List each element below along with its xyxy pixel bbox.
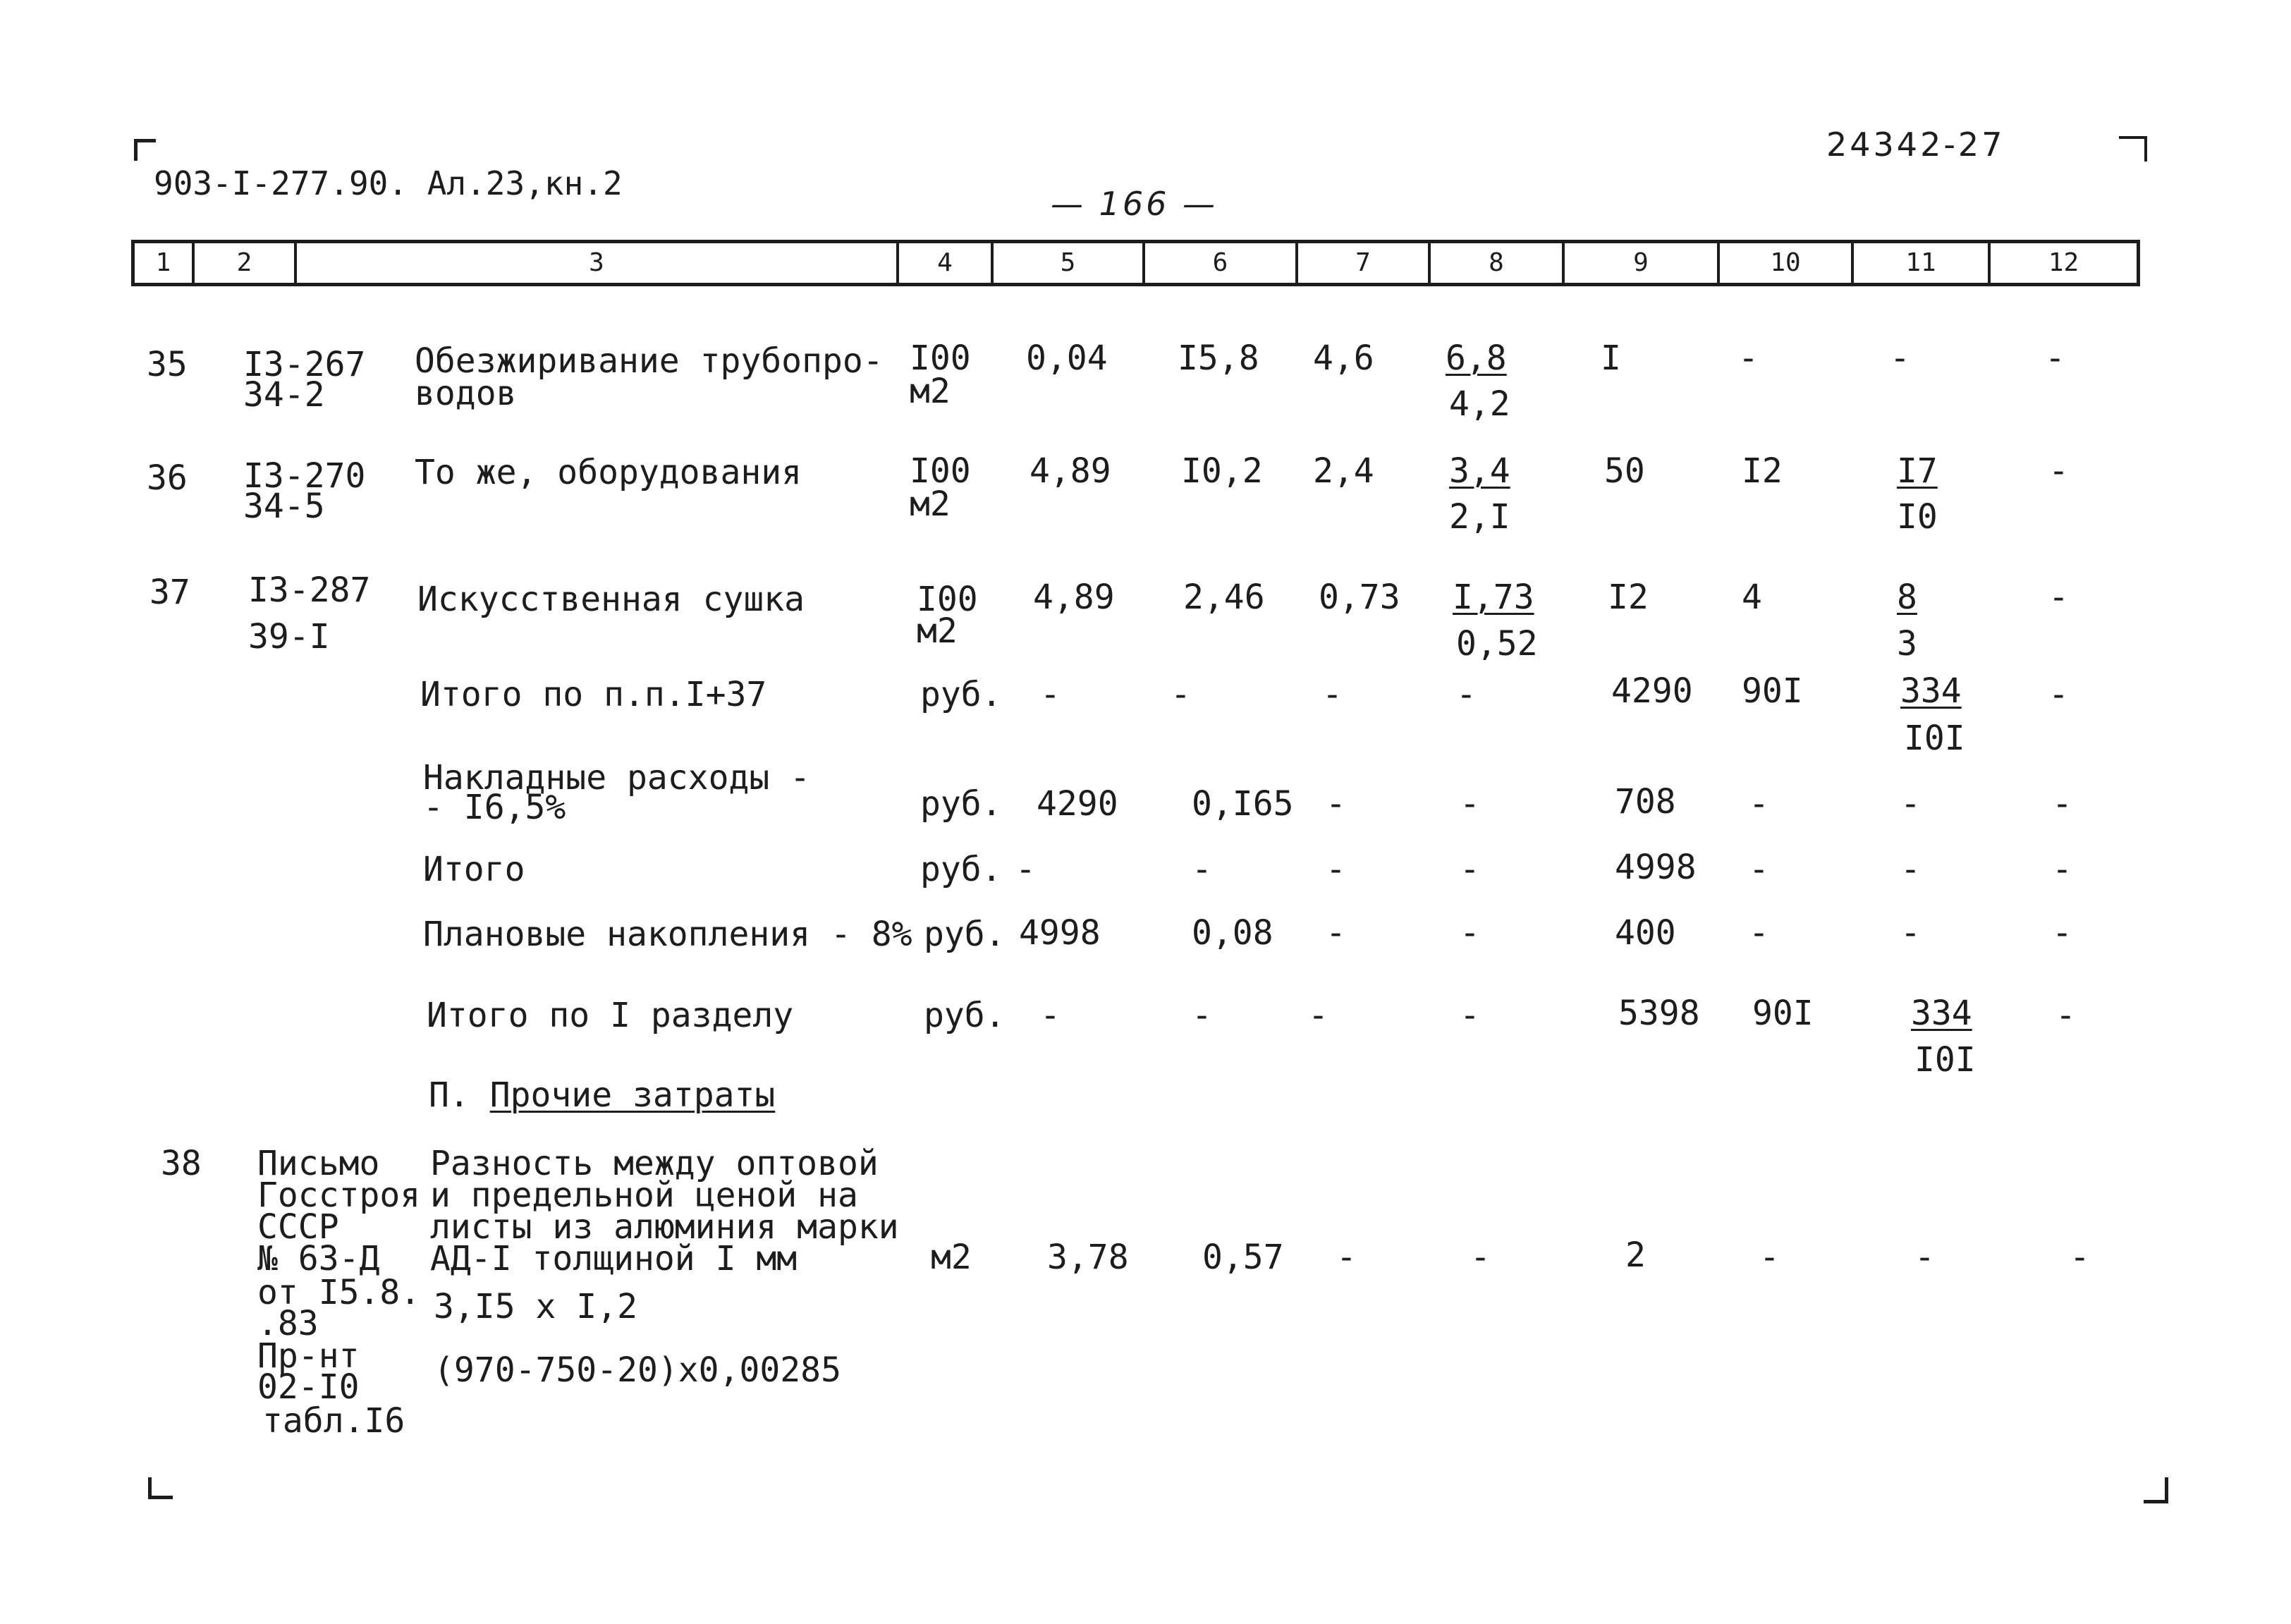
norm-code: I3-270 xyxy=(243,456,366,496)
col11-value: 8 xyxy=(1897,578,1917,617)
norm-code: Госстроя xyxy=(257,1176,421,1215)
norm-code: Пр-нт xyxy=(257,1336,360,1376)
col12-value: - xyxy=(2070,1238,2090,1277)
col5-value: - xyxy=(1015,850,1036,889)
row-number: 38 xyxy=(161,1144,202,1183)
work-name: Итого xyxy=(423,850,525,889)
col9-value: 4290 xyxy=(1611,671,1693,711)
col10-value: 4 xyxy=(1742,578,1762,617)
column-header: 9 xyxy=(1565,243,1720,283)
col8-value: - xyxy=(1470,1238,1491,1277)
corner-mark-top-right xyxy=(2119,136,2147,161)
col12-value: - xyxy=(2052,784,2072,824)
col5-value: 4,89 xyxy=(1033,578,1115,617)
col9-value: 50 xyxy=(1604,451,1645,491)
col8-value: - xyxy=(1460,996,1480,1035)
col7-value: - xyxy=(1326,913,1346,953)
norm-code: I3-267 xyxy=(243,345,366,384)
col10-value: I2 xyxy=(1742,451,1783,491)
norm-code: табл.I6 xyxy=(262,1401,405,1441)
norm-code: .83 xyxy=(257,1304,319,1343)
column-header: 12 xyxy=(2048,248,2079,277)
col5-value: - xyxy=(1040,996,1061,1035)
work-name-cont: водов xyxy=(415,374,517,413)
document-code: 903-I-277.90. Ал.23,кн.2 xyxy=(154,164,623,202)
col8-value: 3,4 xyxy=(1449,451,1510,491)
col12-value: - xyxy=(2048,578,2069,617)
col12-value: - xyxy=(2052,913,2072,953)
work-name: Разность между оптовой xyxy=(430,1144,879,1183)
column-header: 3 xyxy=(297,243,899,283)
col5-value: 4998 xyxy=(1019,913,1101,953)
col8-value: 6,8 xyxy=(1446,338,1507,378)
col9-value: I xyxy=(1601,338,1621,378)
work-name: и предельной ценой на xyxy=(430,1176,858,1215)
col6-value: - xyxy=(1171,675,1191,714)
unit: руб. xyxy=(924,915,1006,954)
col7-value: 0,73 xyxy=(1319,578,1400,617)
col10-value: 90I xyxy=(1742,671,1803,711)
col5-value: - xyxy=(1040,675,1061,714)
work-name: Плановые накопления - 8% xyxy=(423,915,912,954)
col6-value: I0,2 xyxy=(1181,451,1263,491)
col7-value: - xyxy=(1322,675,1343,714)
col11-value: - xyxy=(1900,913,1921,953)
unit-sub: м2 xyxy=(917,611,958,651)
col12-value: - xyxy=(2048,451,2069,491)
col7-value: - xyxy=(1308,996,1328,1035)
column-header: 7 xyxy=(1298,243,1431,283)
row-number: 37 xyxy=(149,573,190,612)
col5-value: 3,78 xyxy=(1047,1238,1129,1277)
section-title: Прочие затраты xyxy=(489,1075,776,1115)
unit: I00 xyxy=(910,338,971,378)
col7-value: - xyxy=(1326,850,1346,889)
col7-value: 2,4 xyxy=(1313,451,1374,491)
column-header: 2 xyxy=(195,243,297,283)
page-number: — 166 — xyxy=(1051,185,1218,223)
norm-code-sub: 39-I xyxy=(248,617,330,657)
col9-value: 708 xyxy=(1615,782,1676,822)
unit: руб. xyxy=(924,996,1006,1035)
norm-code: 02-I0 xyxy=(257,1367,360,1407)
col11-value: - xyxy=(1890,338,1910,378)
row-number: 36 xyxy=(147,458,188,498)
column-header: 4 xyxy=(899,243,994,283)
col7-value: 4,6 xyxy=(1313,338,1374,378)
column-header: 6 xyxy=(1145,243,1298,283)
unit-sub: м2 xyxy=(910,372,951,411)
col6-value: 0,I65 xyxy=(1192,784,1294,824)
sheet-number: 24342-27 xyxy=(1826,126,2005,164)
col10-value: - xyxy=(1749,850,1769,889)
col9-value: I2 xyxy=(1608,578,1649,617)
col11-value-sub: 3 xyxy=(1897,624,1917,664)
column-header: 8 xyxy=(1431,243,1565,283)
work-name: Итого по I разделу xyxy=(427,996,794,1035)
col8-value-sub: 2,I xyxy=(1449,497,1510,537)
norm-code-sub: 34-5 xyxy=(243,487,325,526)
unit: руб. xyxy=(920,850,1002,889)
col12-value: - xyxy=(2045,338,2065,378)
col8-value-sub: 0,52 xyxy=(1456,624,1538,664)
col5-value: 4,89 xyxy=(1030,451,1111,491)
col11-value-sub: I0I xyxy=(1904,719,1965,758)
column-header: 11 xyxy=(1854,243,1991,283)
col9-value: 2 xyxy=(1625,1235,1646,1275)
col11-value: 334 xyxy=(1911,994,1972,1033)
work-name: Искуccтвенная сушка xyxy=(417,580,805,619)
col12-value: - xyxy=(2055,996,2076,1035)
col8-value: I,73 xyxy=(1453,578,1534,617)
calc-formula: 3,I5 x I,2 xyxy=(434,1287,637,1326)
calc-formula: (970-750-20)x0,00285 xyxy=(434,1350,841,1390)
work-name: Обезжиривание трубопро- xyxy=(415,341,884,381)
unit: I00 xyxy=(917,580,978,619)
col8-value: - xyxy=(1460,913,1480,953)
col6-value: 0,57 xyxy=(1202,1238,1284,1277)
norm-code-sub: 34-2 xyxy=(243,375,325,415)
col7-value: - xyxy=(1326,784,1346,824)
col6-value: 2,46 xyxy=(1183,578,1265,617)
corner-mark-bottom-right xyxy=(2144,1477,2168,1503)
norm-code: Письмо xyxy=(257,1144,380,1183)
col11-value: - xyxy=(1914,1238,1935,1277)
column-header: 1 xyxy=(135,243,195,283)
col12-value: - xyxy=(2048,675,2069,714)
work-name: Итого по п.п.I+37 xyxy=(420,675,767,714)
work-name: То же, оборудования xyxy=(415,453,802,492)
col9-value: 5398 xyxy=(1618,994,1700,1033)
work-name-cont: - I6,5% xyxy=(423,788,566,827)
section-heading xyxy=(429,1077,775,1113)
col10-value: - xyxy=(1738,338,1759,378)
corner-mark-top-left xyxy=(134,139,156,161)
col8-value: - xyxy=(1460,784,1480,824)
unit: I00 xyxy=(910,451,971,491)
col6-value: I5,8 xyxy=(1178,338,1259,378)
column-header-row xyxy=(131,240,2140,286)
norm-code: СССР xyxy=(257,1207,339,1247)
col7-value: - xyxy=(1336,1238,1357,1277)
unit: руб. xyxy=(920,675,1002,714)
work-name: АД-I толщиной I мм xyxy=(430,1239,798,1278)
norm-code: от I5.8. xyxy=(257,1273,421,1312)
unit: руб. xyxy=(920,784,1002,824)
col10-value: - xyxy=(1749,913,1769,953)
col11-value: - xyxy=(1900,850,1921,889)
col5-value: 4290 xyxy=(1037,784,1118,824)
col11-value: - xyxy=(1900,784,1921,824)
col5-value: 0,04 xyxy=(1026,338,1108,378)
row-number: 35 xyxy=(147,345,188,384)
col10-value: - xyxy=(1759,1238,1780,1277)
col6-value: - xyxy=(1192,996,1212,1035)
col11-value: 334 xyxy=(1900,671,1962,711)
section-prefix: П. xyxy=(429,1075,470,1115)
col11-value: I7 xyxy=(1897,451,1938,491)
col12-value: - xyxy=(2052,850,2072,889)
col9-value: 400 xyxy=(1615,913,1676,953)
col10-value: 90I xyxy=(1752,994,1814,1033)
work-name: листы из алюминия марки xyxy=(430,1207,899,1247)
col11-value-sub: I0 xyxy=(1897,497,1938,537)
col8-value: - xyxy=(1460,850,1480,889)
norm-code: № 63-Д xyxy=(257,1239,380,1278)
col10-value: - xyxy=(1749,784,1769,824)
col6-value: 0,08 xyxy=(1192,913,1273,953)
unit-sub: м2 xyxy=(910,484,951,524)
col8-value-sub: 4,2 xyxy=(1449,384,1510,424)
norm-code: I3-287 xyxy=(248,570,371,610)
col8-value: - xyxy=(1456,675,1477,714)
work-name: Накладные расходы - xyxy=(423,758,811,798)
col6-value: - xyxy=(1192,850,1212,889)
col9-value: 4998 xyxy=(1615,848,1697,887)
col11-value-sub: I0I xyxy=(1914,1040,1976,1080)
column-header: 5 xyxy=(994,243,1145,283)
column-header: 10 xyxy=(1720,243,1854,283)
unit: м2 xyxy=(931,1238,972,1277)
corner-mark-bottom-left xyxy=(148,1477,173,1499)
